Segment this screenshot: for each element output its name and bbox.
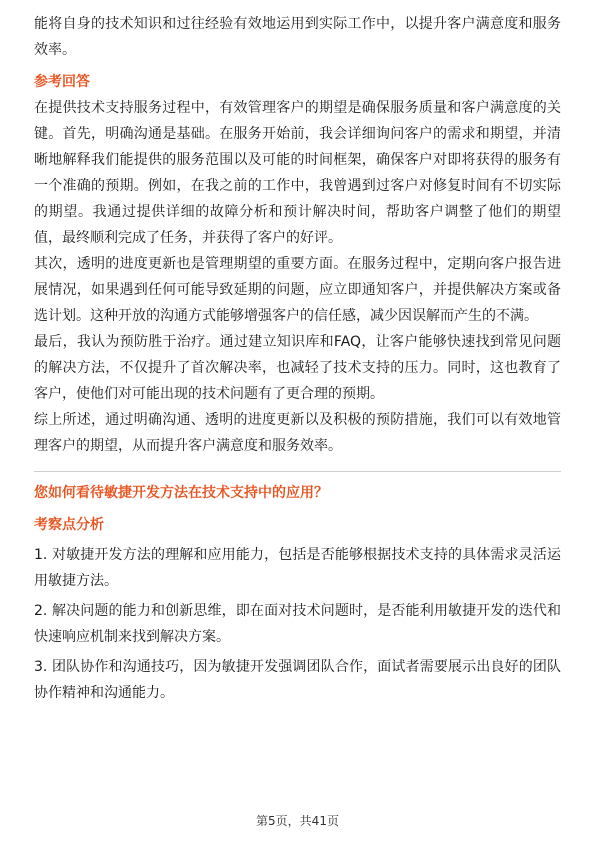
- page-footer: 第5页，共41页: [256, 814, 339, 828]
- answer-paragraph: 其次，透明的进度更新也是管理期望的重要方面。在服务过程中，定期向客户报告进展情况，如果遇到任何可能导致延期的问题，应立即通知客户，并提供解决方案或备选计划。这种开放的沟通方式能够增强客户的信任感，减少因误解而产生的不满。: [34, 256, 561, 324]
- analysis-item: 2. 解决问题的能力和创新思维，即在面对技术问题时，是否能利用敏捷开发的迭代和快速响应机制来找到解决方案。: [34, 603, 561, 645]
- analysis-item: 1. 对敏捷开发方法的理解和应用能力，包括是否能够根据技术支持的具体需求灵活运用敏捷方法。: [34, 547, 561, 589]
- analysis-heading: 考察点分析: [34, 517, 104, 533]
- answer-paragraph: 最后，我认为预防胜于治疗。通过建立知识库和FAQ，让客户能够快速找到常见问题的解决方法，不仅提升了首次解决率，也减轻了技术支持的压力。同时，这也教育了客户，使他们对可能出现的技术问题有了更合理的预期。: [34, 334, 561, 402]
- analysis-item: 3. 团队协作和沟通技巧，因为敏捷开发强调团队合作，面试者需要展示出良好的团队协作精神和沟通能力。: [34, 659, 561, 701]
- answer-paragraph: 综上所述，通过明确沟通、透明的进度更新以及积极的预防措施，我们可以有效地管理客户的期望，从而提升客户满意度和服务效率。: [34, 412, 561, 454]
- section-divider: [34, 471, 561, 472]
- document-body: [34, 0, 561, 706]
- answer-paragraph: 在提供技术支持服务过程中，有效管理客户的期望是确保服务质量和客户满意度的关键。首先，明确沟通是基础。在服务开始前，我会详细询问客户的需求和期望，并清晰地解释我们能提供的服务范围以及可能的时间框架，确保客户对即将获得的服务有一个准确的预期。例如，在我之前的工作中，我曾遇到过客户对修复时间有不切实际的期望。我通过提供详细的故障分析和预计解决时间，帮助客户调整了他们的期望值，最终顺利完成了任务，并获得了客户的好评。: [34, 100, 561, 246]
- answer-heading: 参考回答: [34, 74, 90, 90]
- intro-paragraph: 能将自身的技术知识和过往经验有效地运用到实际工作中，以提升客户满意度和服务效率。: [34, 16, 561, 58]
- question-title: 您如何看待敏捷开发方法在技术支持中的应用？: [34, 485, 328, 501]
